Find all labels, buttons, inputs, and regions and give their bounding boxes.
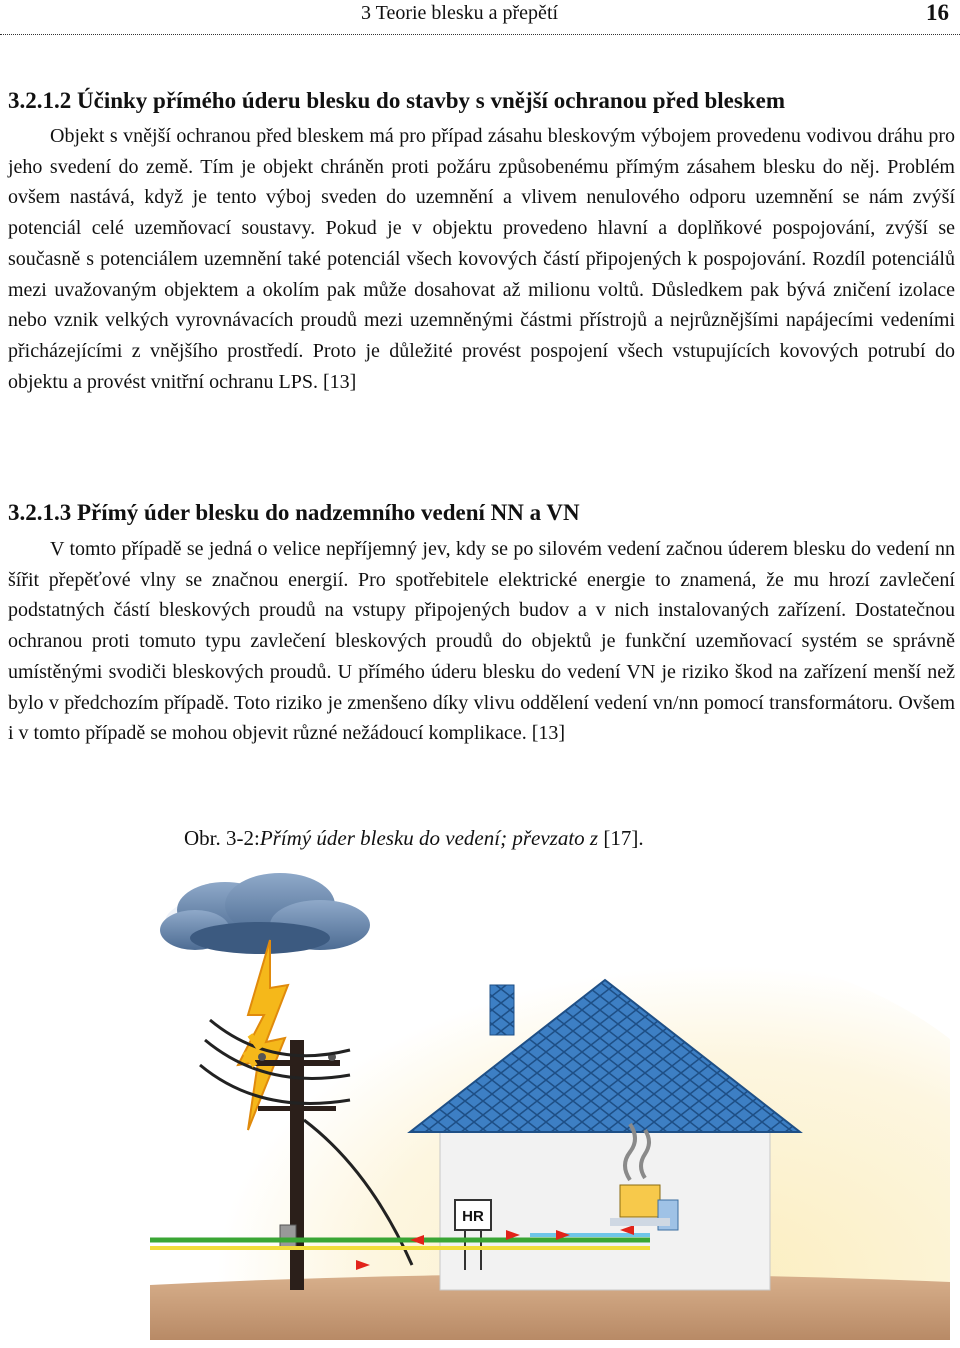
figure-caption-ref: [17]. (603, 826, 644, 850)
section-paragraph-3-2-1-3: V tomto případě se jedná o velice nepříjemný jev, kdy se po silovém vedení začnou úderem blesku do vedení nn šířit přepěťové vlny se značnou energií. Pro spotřebitele elektrické energie to znamená, že mu hrozí zavlečení podstatných částí bleskových proudů na vstupy připojených budov a v nich instalovaných zařízení. Dostatečnou ochranou proti tomuto typu zavlečení bleskových proudů do objektů je funkční uzemňovací systém se správně umístěnými svodiči bleskových proudů. U přímého úderu blesku do vedení VN je riziko škod na zařízení menší než bylo v předchozím případě. Toto riziko je zmenšeno díky vlivu oddělení vedení vn/nn pomocí transformátoru. Ovšem i v tomto případě se mohou objevit různé nežádoucí komplikace. [13] (8, 538, 955, 745)
section-heading-3-2-1-2: 3.2.1.2 Účinky přímého úderu blesku do stavby s vnější ochranou před bleskem (8, 88, 785, 113)
section-heading-3-2-1-3: 3.2.1.3 Přímý úder blesku do nadzemního vedení NN a VN (8, 500, 580, 525)
page-number: 16 (926, 0, 949, 25)
running-header (0, 0, 960, 35)
section-paragraph-3-2-1-2: Objekt s vnější ochranou před bleskem má pro případ zásahu bleskovým výbojem provedenu vodivou dráhu pro jeho svedení do země. Tím je objekt chráněn proti požáru způsobenému přímým zásahem blesku do něj. Problém ovšem nastává, když je tento výboj sveden do uzemnění a vlivem nenulového odporu uzemnění se nám zvýší potenciál celé uzemňovací soustavy. Pokud je v objektu provedeno hlavní a doplňkové pospojování, zvýší se současně s potenciálem uzemnění také potenciál všech kovových částí připojených k pospojování. Rozdíl potenciálů mezi uvažovaným objektem a okolím pak může dosahovat až milionu voltů. Důsledkem pak bývá zničení izolace nebo vznik velkých vyrovnávacích proudů mezi uzemněnými částmi přístrojů a nejrůznějšími napájecími vedeními přicházejícími z vnějšího prostředí. Proto je důležité provést pospojení všech vstupujících kovových potrubí do objektu a provést vnitřní ochranu LPS. [13] (8, 125, 955, 393)
cloud-icon (160, 873, 370, 954)
figure-caption-text: Přímý úder blesku do vedení; převzato z (259, 826, 604, 850)
hr-label: HR (462, 1208, 484, 1225)
figure-caption-prefix: Obr. 3-2: (184, 826, 260, 850)
chapter-title: 3 Teorie blesku a přepětí (361, 2, 559, 24)
lightning-strike-illustration (150, 870, 950, 1340)
figure-caption (184, 826, 644, 851)
